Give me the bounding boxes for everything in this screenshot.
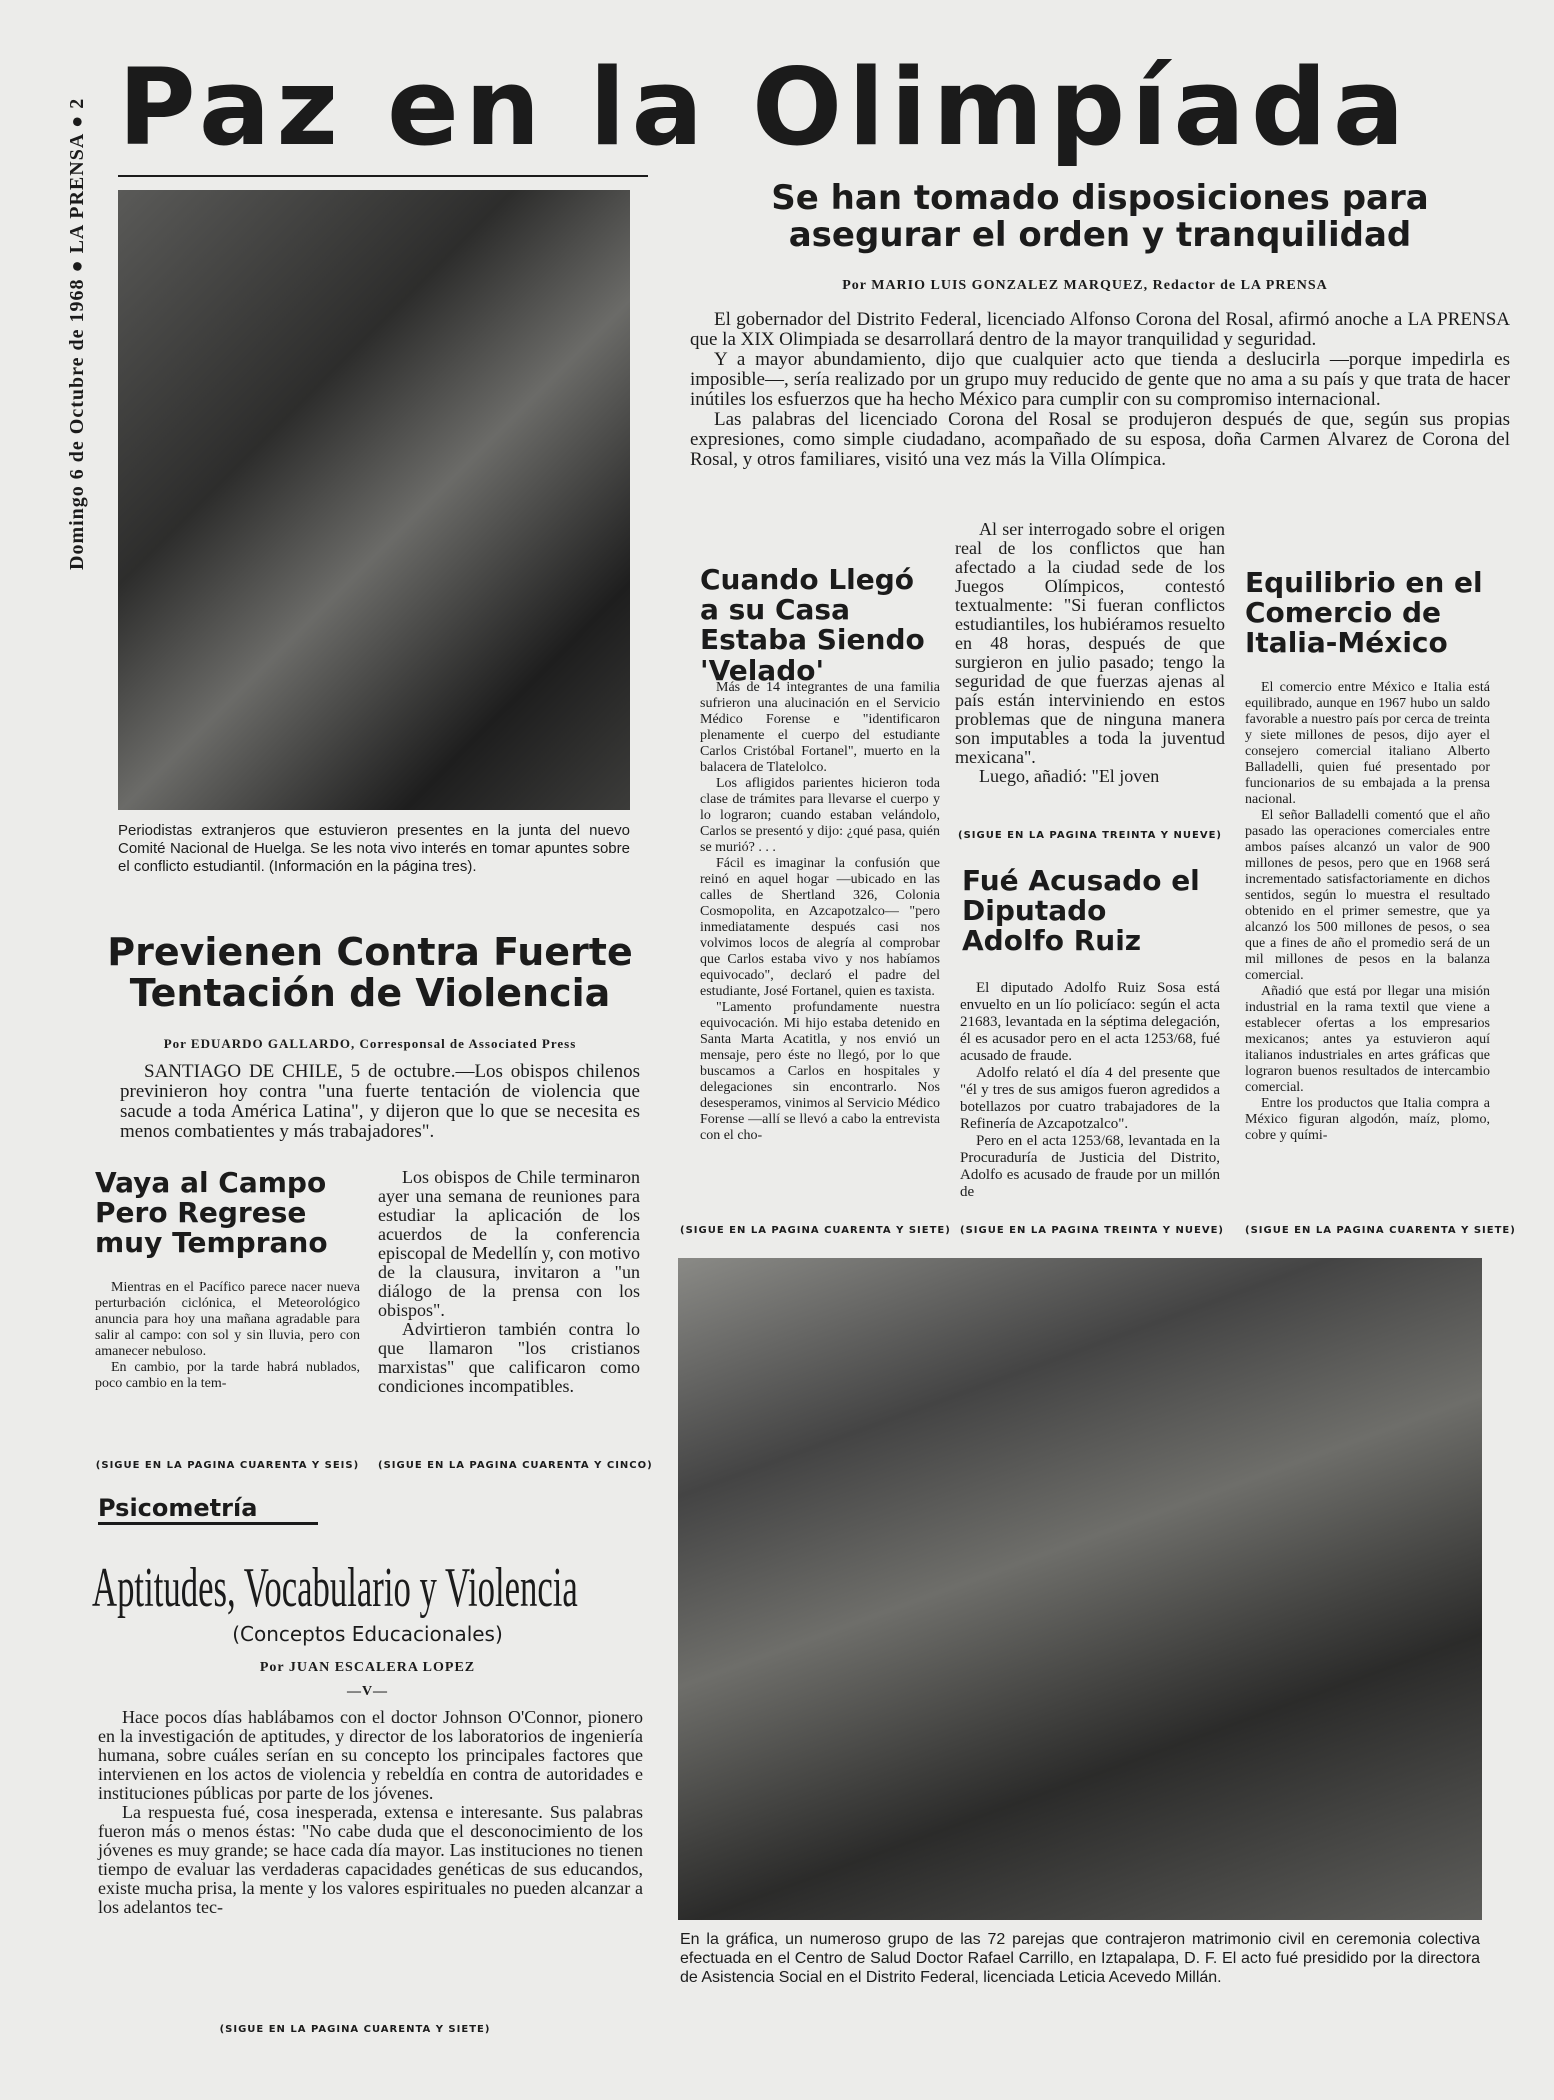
campo-paragraph: En cambio, por la tarde habrá nublados, poco cambio en la tem- xyxy=(95,1360,360,1391)
diputado-headline: Fué Acusado el Diputado Adolfo Ruiz xyxy=(962,864,1200,958)
main-byline: Por MARIO LUIS GONZALEZ MARQUEZ, Redactor de LA PRENSA xyxy=(842,278,1328,293)
campo-paragraph: Mientras en el Pacífico parece nacer nueva perturbación ciclónica, el Meteorológico anuncia para hoy una mañana agradable para salir al campo: con sol y sin lluvia, pero con amanecer nebuloso. xyxy=(95,1280,360,1359)
italia-body xyxy=(1245,680,1490,1144)
side-dateline: Domingo 6 de Octubre de 1968 ● LA PRENSA ● 2 xyxy=(66,97,88,570)
photo-caption-top: Periodistas extranjeros que estuvieron presentes en la junta del nuevo Comité Nacional de Huelga. Se les nota vivo interés en tomar apuntes sobre el conflicto estudiantil. (Información en la página tres). xyxy=(118,822,630,875)
psicometria-byline: Por JUAN ESCALERA LOPEZ xyxy=(259,1660,476,1675)
masthead-rule xyxy=(118,175,648,177)
main-paragraph: Las palabras del licenciado Corona del Rosal se produjeron después de que, según sus propias expresiones, como simple ciudadano, acompañado de su esposa, doña Carmen Alvarez de Corona del Rosal, y otros familiares, visitó una vez más la Villa Olímpica. xyxy=(690,409,1510,470)
main-story-cont xyxy=(955,520,1225,786)
psicometria-body xyxy=(98,1708,643,1917)
main-paragraph: Y a mayor abundamiento, dijo que cualquier acto que tienda a deslucirla —porque impedirla es imposible—, sería realizado por un grupo muy reducido de gente que no ama a su país y que trata de hacer inútiles los esfuerzos que ha hecho México para cumplir con su compromiso internacional. xyxy=(690,349,1510,410)
violencia-paragraph: Advirtieron también contra lo que llamaron "los cristianos marxistas" que calificaron como condiciones incompatibles. xyxy=(378,1319,640,1396)
violencia-jump: (SIGUE EN LA PAGINA CUARENTA Y CINCO) xyxy=(378,1460,653,1471)
italia-paragraph: Entre los productos que Italia compra a México figuran algodón, maíz, plomo, cobre y quími- xyxy=(1245,1096,1490,1143)
main-paragraph: Al ser interrogado sobre el origen real de los conflictos que han afectado a la ciudad sede de los Juegos Olímpicos, contestó textualmente: "Si fueran conflictos estudiantiles, los hubiéramos resuelto en 48 horas, después de que surgieron en julio pasado; tengo la seguridad de que fuerzas ajenas al país están interviniendo en estos problemas que de ninguna manera son imputables a toda la juventud mexicana". xyxy=(955,519,1225,767)
velado-paragraph: "Lamento profundamente nuestra equivocación. Mi hijo estaba detenido en Santa Marta Acatitla, y nos envió un mensaje, pero éste no llegó, por lo que buscamos a Carlos en hospitales y delegaciones sin encontrarlo. Nos desesperamos, vinimos al Servicio Médico Forense —allí se llevó a cabo la entrevista con el cho- xyxy=(700,1000,940,1143)
psicometria-paragraph: La respuesta fué, cosa inesperada, extensa e interesante. Sus palabras fueron más o menos éstas: "No cabe duda que el desconocimiento de los jóvenes es muy grande; se hace cada día mayor. Las instituciones no tienen tiempo de evaluar las verdaderas capacidades genéticas de sus educandos, existe mucha prisa, la mente y los valores espirituales no pueden alcanzar a los adelantos tec- xyxy=(98,1802,643,1917)
psicometria-subhead: (Conceptos Educacionales) xyxy=(232,1622,503,1646)
diputado-body xyxy=(960,980,1220,1201)
violencia-byline: Por EDUARDO GALLARDO, Corresponsal de Associated Press xyxy=(163,1036,577,1051)
photo-journalists xyxy=(118,190,630,810)
velado-paragraph: Los afligidos parientes hicieron toda clase de trámites para llevarse el cuerpo y lo lograron; cuando estaban velándolo, Carlos se presentó y dijo: ¿qué pasa, quién se murió? . . . xyxy=(700,776,940,855)
velado-headline: Cuando Llegó a su Casa Estaba Siendo 'Velado' xyxy=(700,563,925,687)
italia-jump: (SIGUE EN LA PAGINA CUARENTA Y SIETE) xyxy=(1245,1225,1516,1236)
diputado-jump: (SIGUE EN LA PAGINA TREINTA Y NUEVE) xyxy=(960,1225,1224,1236)
main-headline: Se han tomado disposiciones para asegurar el orden y tranquilidad xyxy=(771,178,1429,255)
masthead-title: Paz en la Olimpíada xyxy=(118,46,1411,169)
main-paragraph: Luego, añadió: "El joven xyxy=(979,766,1160,786)
main-paragraph: El gobernador del Distrito Federal, licenciado Alfonso Corona del Rosal, afirmó anoche a LA PRENSA que la XIX Olimpiada se desarrollará dentro de la mayor tranquilidad y seguridad. xyxy=(690,309,1510,350)
photo-caption-bottom: En la gráfica, un numeroso grupo de las 72 parejas que contrajeron matrimonio civil en ceremonia colectiva efectuada en el Centro de Salud Doctor Rafael Carrillo, en Iztapalapa, D. F. El acto fué presidido por la directora de Asistencia Social en el Distrito Federal, licenciada Leticia Acevedo Millán. xyxy=(680,1931,1480,1986)
violencia-headline: Previenen Contra Fuerte Tentación de Violencia xyxy=(107,930,633,1016)
velado-paragraph: Más de 14 integrantes de una familia sufrieron una alucinación en el Servicio Médico Forense e "identificaron plenamente el cuerpo del estudiante Carlos Cristóbal Fortanel", muerto en la balacera de Tlatelolco. xyxy=(700,680,940,775)
campo-body xyxy=(95,1280,360,1392)
italia-paragraph: El comercio entre México e Italia está equilibrado, aunque en 1967 hubo un saldo favorable a nuestro país por cerca de treinta y siete millones de pesos, dijo ayer el consejero comercial italiano Alberto Balladelli, quien fué presentado por funcionarios de su embajada a la prensa nacional. xyxy=(1245,680,1490,807)
velado-jump: (SIGUE EN LA PAGINA CUARENTA Y SIETE) xyxy=(680,1225,951,1236)
velado-body xyxy=(700,680,940,1144)
diputado-paragraph: Adolfo relató el día 4 del presente que "él y tres de sus amigos fueron agredidos a botellazos por cuatro trabajadores de la Refinería de Azcapotzalco". xyxy=(960,1065,1220,1132)
psicometria-paragraph: Hace pocos días hablábamos con el doctor Johnson O'Connor, pionero en la investigación de aptitudes, y director de los laboratorios de ingeniería humana, sobre cuáles serían en su concepto los principales factores que intervienen en los actos de violencia y rebeldía en contra de autoridades e instituciones públicas por parte de los jóvenes. xyxy=(98,1707,643,1803)
psicometria-jump: (SIGUE EN LA PAGINA CUARENTA Y SIETE) xyxy=(219,2024,491,2035)
violencia-body xyxy=(378,1168,640,1396)
italia-paragraph: El señor Balladelli comentó que el año pasado las operaciones comerciales entre ambos países alcanzó un valor de 900 millones de pesos, pero que en 1968 será incrementado satisfactoriamente en dichos sentidos, según lo muestra el resultado obtenido en el primer semestre, que ya alcanzó los 500 millones de pesos, o sea que a fines de año el promedio será de un mil millones de pesos en la balanza comercial. xyxy=(1245,808,1490,983)
violencia-paragraph: Los obispos de Chile terminaron ayer una semana de reuniones para estudiar la aplicación de los acuerdos de la conferencia episcopal de Medellín y, con motivo de la clausura, invitaron a "un diálogo de la prensa con los obispos". xyxy=(378,1167,640,1320)
velado-paragraph: Fácil es imaginar la confusión que reinó en aquel hogar —ubicado en las calles de Shertland 326, Colonia Cosmopolita, en Azcapotzalco— "pero inmediatamente después casi nos volvimos locos de alegría al comprobar que Carlos estaba vivo y nos habíamos equivocado", declaró el padre del estudiante, José Fortanel, quien es taxista. xyxy=(700,856,940,999)
photo-wedding-couples xyxy=(678,1258,1482,1920)
diputado-paragraph: El diputado Adolfo Ruiz Sosa está envuelto en un lío policíaco: según el acta 21683, levantada en la séptima delegación, él es acusador pero en el acta 1253/68, fué acusado de fraude. xyxy=(960,980,1220,1064)
italia-headline: Equilibrio en el Comercio de Italia-México xyxy=(1245,566,1483,660)
diputado-paragraph: Pero en el acta 1253/68, levantada en la Procuraduría de Justicia del Distrito, Adolfo es acusado de fraude por un millón de xyxy=(960,1133,1220,1200)
violencia-lead: SANTIAGO DE CHILE, 5 de octubre.—Los obispos chilenos previnieron hoy contra "una fuerte tentación de violencia que sacude a toda América Latina", y dijeron que lo que se necesita es menos combatientes y más trabajadores". xyxy=(120,1061,640,1142)
main-jump: (SIGUE EN LA PAGINA TREINTA Y NUEVE) xyxy=(958,830,1222,841)
psicometria-section: —V— xyxy=(346,1684,389,1699)
italia-paragraph: Añadió que está por llegar una misión industrial en la rama textil que viene a establecer ofertas a los empresarios mexicanos; antes ya estuvieron aquí italianos industriales en artes gráficas que lograron buenos resultados de intercambio comercial. xyxy=(1245,984,1490,1095)
main-story-lead xyxy=(690,310,1510,470)
campo-headline: Vaya al Campo Pero Regrese muy Temprano xyxy=(95,1166,328,1260)
psicometria-headline: Aptitudes, Vocabulario y Violencia xyxy=(92,1557,578,1619)
campo-jump: (SIGUE EN LA PAGINA CUARENTA Y SEIS) xyxy=(95,1460,360,1471)
psicometria-kicker: Psicometría xyxy=(98,1496,318,1525)
